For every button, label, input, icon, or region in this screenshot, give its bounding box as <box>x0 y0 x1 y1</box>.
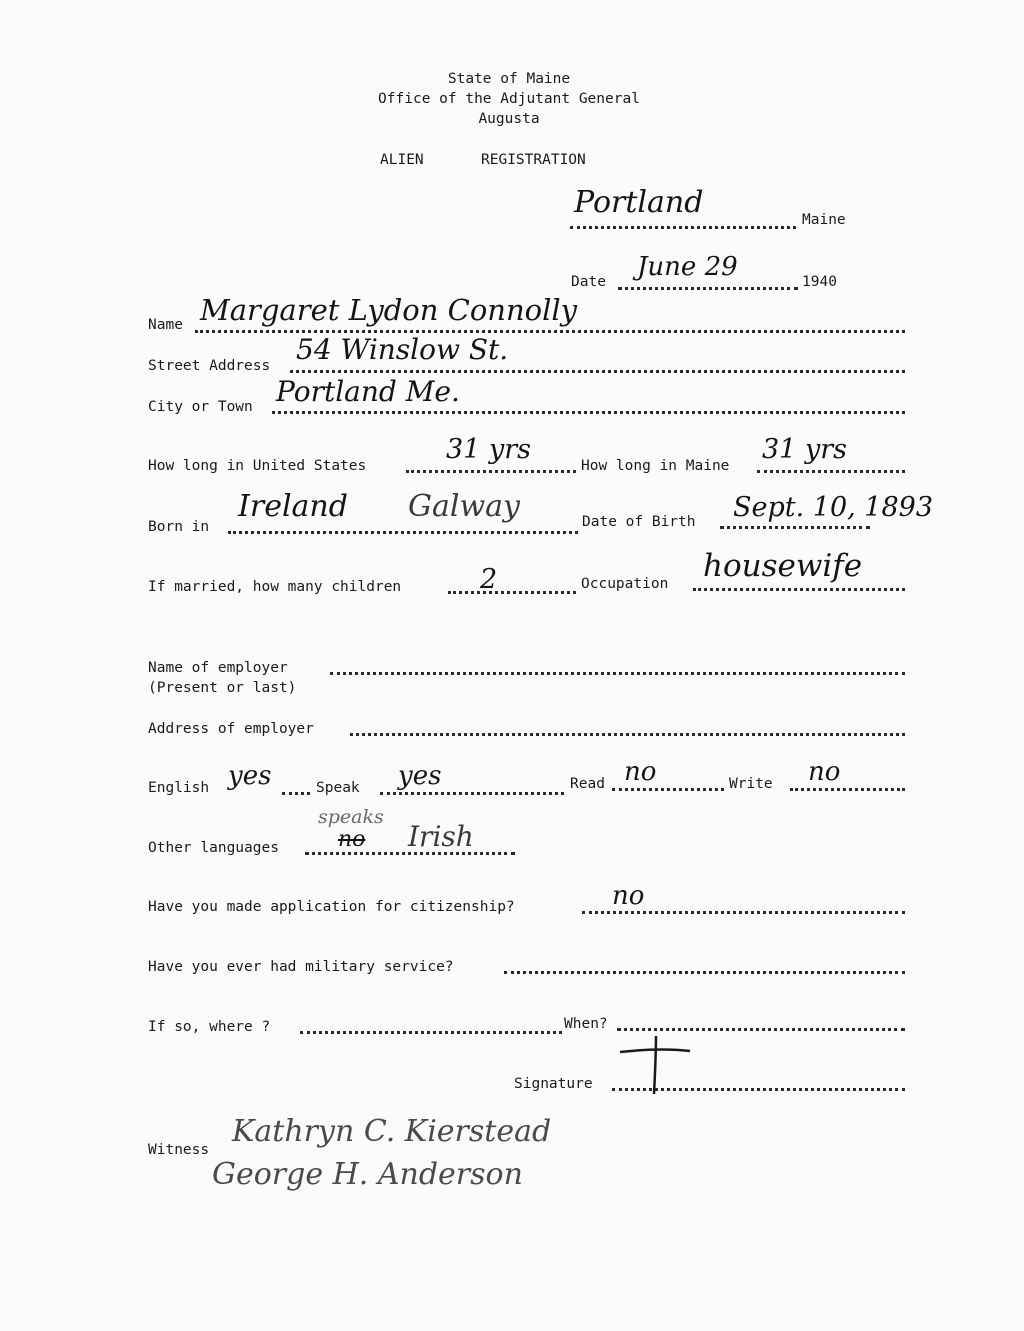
date-line <box>618 285 798 290</box>
town-suffix: Maine <box>802 212 846 228</box>
employer-line <box>330 670 905 675</box>
english-label: English <box>148 780 210 796</box>
employer-address-line <box>350 731 905 736</box>
header-state: State of Maine <box>447 71 571 87</box>
read-entry: no <box>624 757 657 787</box>
employer-sublabel: (Present or last) <box>148 680 297 696</box>
occupation-entry: housewife <box>703 548 863 584</box>
long-maine-entry: 31 yrs <box>762 434 847 465</box>
read-label: Read <box>570 776 605 792</box>
long-us-line <box>406 468 576 473</box>
speak-label: Speak <box>316 780 360 796</box>
name-label: Name <box>148 317 183 333</box>
witness-signature-1: Kathryn C. Kierstead <box>232 1114 552 1149</box>
other-languages-label: Other languages <box>148 840 279 856</box>
write-label: Write <box>729 776 773 792</box>
citizenship-label: Have you made application for citizenship? <box>148 899 515 915</box>
employer-address-label: Address of employer <box>148 721 314 737</box>
city-line <box>272 409 905 414</box>
where-line <box>300 1029 562 1034</box>
name-entry: Margaret Lydon Connolly <box>200 293 578 327</box>
born-line <box>228 529 578 534</box>
city-entry: Portland Me. <box>276 375 460 408</box>
long-us-label: How long in United States <box>148 458 367 474</box>
occupation-line <box>693 586 905 591</box>
dob-label: Date of Birth <box>582 514 696 530</box>
write-entry: no <box>808 757 841 787</box>
street-line <box>290 368 905 373</box>
date-label: Date <box>571 274 606 290</box>
town-entry: Portland <box>574 185 704 220</box>
other-languages-struck: no <box>338 827 366 852</box>
children-entry: 2 <box>480 564 498 595</box>
street-entry: 54 Winslow St. <box>296 333 509 366</box>
english-line <box>282 790 310 795</box>
speak-entry: yes <box>398 761 442 791</box>
witness-signature-2: George H. Anderson <box>212 1157 523 1192</box>
where-label: If so, where ? <box>148 1019 271 1035</box>
street-label: Street Address <box>148 358 271 374</box>
header-office: Office of the Adjutant General <box>378 91 640 107</box>
long-maine-line <box>757 468 905 473</box>
dob-line <box>720 524 870 529</box>
military-line <box>504 969 905 974</box>
header-city: Augusta <box>478 111 540 127</box>
children-label: If married, how many children <box>148 579 402 595</box>
employer-label: Name of employer <box>148 660 288 676</box>
when-label: When? <box>564 1016 608 1032</box>
signature-line <box>612 1086 905 1091</box>
english-entry: yes <box>228 761 272 791</box>
born-country-entry: Ireland <box>238 489 348 524</box>
city-label: City or Town <box>148 399 253 415</box>
town-line <box>570 224 796 229</box>
witness-label: Witness <box>148 1142 210 1158</box>
other-languages-entry: Irish <box>408 820 474 853</box>
born-place-entry: Galway <box>408 489 520 524</box>
children-line <box>448 589 576 594</box>
occupation-label: Occupation <box>581 576 669 592</box>
long-us-entry: 31 yrs <box>446 434 531 465</box>
date-entry: June 29 <box>637 252 738 282</box>
military-label: Have you ever had military service? <box>148 959 454 975</box>
dob-entry: Sept. 10, 1893 <box>733 492 934 523</box>
date-year: 1940 <box>802 274 837 290</box>
signature-label: Signature <box>514 1076 593 1092</box>
other-languages-annotation: speaks <box>318 806 384 828</box>
long-maine-label: How long in Maine <box>581 458 730 474</box>
header-alien: ALIEN <box>380 152 424 168</box>
born-label: Born in <box>148 519 210 535</box>
header-registration: REGISTRATION <box>481 152 586 168</box>
citizenship-entry: no <box>612 881 645 911</box>
